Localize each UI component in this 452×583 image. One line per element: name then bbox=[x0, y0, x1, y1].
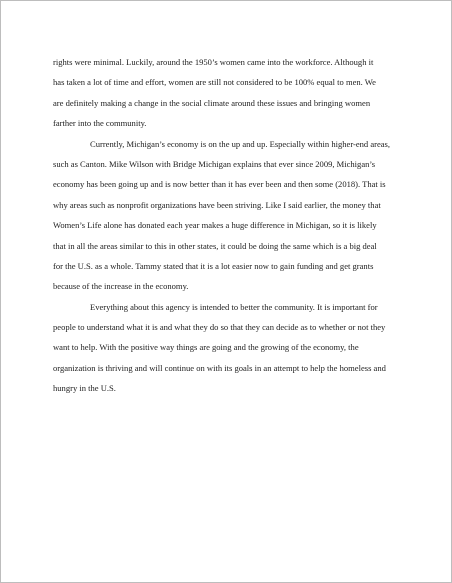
text-line: are definitely making a change in the social climate around these issues and bringing women bbox=[53, 97, 371, 108]
text-line: rights were minimal. Luckily, around the 1950’s women came into the workforce. Although it bbox=[53, 57, 374, 67]
text-line: for the U.S. as a whole. Tammy stated that it is a lot easier now to gain funding and get grants bbox=[53, 260, 374, 271]
text-line: organization is thriving and will continue on with its goals in an attempt to help the homeless and bbox=[53, 362, 386, 373]
text-line: that in all the areas similar to this in other states, it could be doing the same which is a big deal bbox=[53, 240, 377, 251]
text-line: farther into the community. bbox=[53, 118, 147, 129]
text-line: has taken a lot of time and effort, women are still not considered to be 100% equal to men. We bbox=[53, 77, 376, 88]
text-line: Women’s Life alone has donated each year makes a huge difference in Michigan, so it is likely bbox=[53, 220, 377, 231]
text-line: people to understand what it is and what they do so that they can decide as to whether or not they bbox=[53, 322, 386, 333]
paragraph-first-line: Everything about this agency is intended to better the community. It is important for bbox=[90, 301, 378, 312]
text-line: because of the increase in the economy. bbox=[53, 281, 189, 292]
paragraph-first-line: Currently, Michigan’s economy is on the up and up. Especially within higher-end areas, bbox=[90, 138, 391, 149]
text-line: hungry in the U.S. bbox=[53, 383, 116, 394]
text-line: why areas such as nonprofit organizations have been striving. Like I said earlier, the money that bbox=[53, 199, 381, 210]
text-line: such as Canton. Mike Wilson with Bridge Michigan explains that ever since 2009, Michigan’s bbox=[53, 158, 376, 169]
text-line: economy has been going up and is now better than it has ever been and then some (2018). That is bbox=[53, 179, 386, 190]
body-text bbox=[53, 52, 403, 399]
text-line: want to help. With the positive way things are going and the growing of the economy, the bbox=[53, 342, 359, 353]
